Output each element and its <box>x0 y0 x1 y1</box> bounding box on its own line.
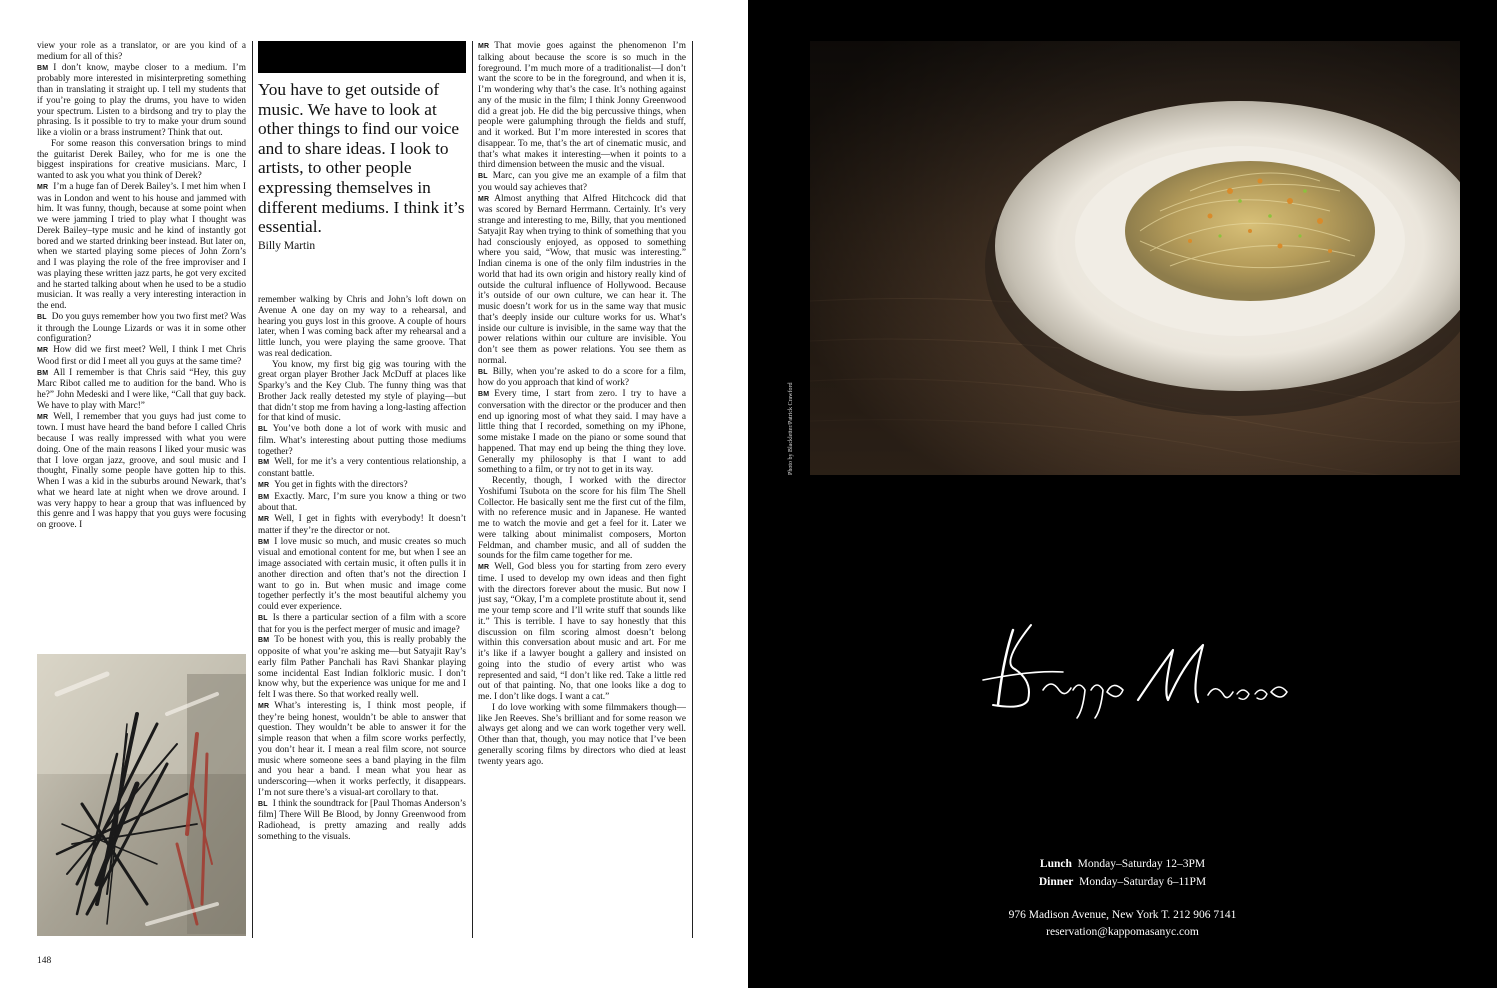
paragraph-text: All I remember is that Chris said “Hey, this guy Marc Ribot called me to audition for the band. Who is he?” John Medeski and I were like, “Call that guy back. We have to play with Marc!” <box>37 367 246 411</box>
hours-label: Dinner <box>1038 876 1074 888</box>
article-paragraph <box>258 635 466 701</box>
hours-value: Monday–Saturday 12–3PM <box>1077 858 1206 870</box>
speaker-initials: BM <box>37 369 49 377</box>
paragraph-text: Is there a particular section of a film with a score that for you is the perfect merger of music and image? <box>258 612 466 635</box>
column-rule <box>472 41 473 938</box>
paragraph-text: I love music so much, and music creates so much visual and emotional content for me, but when I see an image associated with certain music, it often pulls it in another direction and often that’s not the direction I want to go in. But when music and image come together perfectly it’s the most beautiful alchemy you could ever experience. <box>258 536 466 612</box>
article-paragraph <box>478 389 686 476</box>
speaker-initials: MR <box>478 564 490 571</box>
article-paragraph <box>478 171 686 194</box>
paragraph-text: That movie goes against the phenomenon I’m talking about because the score is so much in the foreground. I’m much more of a traditionalist—I don’t want the score to be in the foreground, and when it is, I’m wondering why that’s the case. It’s nothing against any of the music in the film; I think Jonny Greenwood did a great job. He did the big percussive things, when people were galumphing through the fields and stuff, and it worked. But I’m more interested in scores that disappear. To me, that’s the art of cinematic music, and that’s what makes it interesting—when it points to a third dimension between the music and the visual. <box>478 41 686 171</box>
photo-credit: Photo by Blackletter/Patrick Crawford <box>788 382 794 475</box>
article-paragraph <box>258 457 466 480</box>
article-paragraph <box>258 514 466 537</box>
column-rule <box>252 41 253 938</box>
column-rule <box>692 41 693 938</box>
paragraph-text: Marc, can you give me an example of a film that you would say achieves that? <box>478 171 686 193</box>
paragraph-text: You’ve both done a lot of work with music and film. What’s interesting about putting those mediums together? <box>258 424 466 457</box>
paragraph-text: Well, I remember that you guys had just come to town. I must have heard the band before I called Chris because I was really impressed with what you were doing. One of the main reasons I liked your music was that I love organ jazz, groove, and soul music and I thought, Finally some people have gotten hip to this. When I was a kid in the suburbs around Newark, that’s what we heard late at night when we drove around. I was very happy to hear a group that was influenced by this genre and I was happy that you guys were focusing on groove. I <box>37 411 246 530</box>
abstract-painting-image <box>37 654 246 936</box>
paragraph-text: Well, God bless you for starting from zero every time. I used to develop my own ideas and then fight with the directors forever about the music. But now I just say, “Okay, I’m a complete prostitute about it, send me your temp score and I’ll write stuff that sounds like it.” This is terrible. I have to say honestly that this discussion on film scoring almost doesn’t belong within this conversation about music and art. For me it’s like if a lawyer bought a gallery and insisted on going into the studio of every artist who was represented and said, “I don’t like red. Take a little red out of that painting. No, that one looks like a dog to me. I don’t like dogs. I want a cat.” <box>478 562 686 702</box>
article-paragraph <box>258 537 466 613</box>
paragraph-text: Well, I get in fights with everybody! It doesn’t matter if they’re the director or not. <box>258 514 466 536</box>
paragraph-text: Well, for me it’s a very contentious relationship, a constant battle. <box>258 457 466 479</box>
paragraph-text: Recently, though, I worked with the director Yoshifumi Tsubota on the score for his film The Shell Collector. He basically sent me the first cut of the film, with no reference music and in Japanese. He wanted me to watch the movie and get a feel for it. Later we were talking about minimalist composers, Morton Feldman, and chamber music, and all of sudden the sounds for the film came together for me. <box>478 476 686 562</box>
article-paragraph <box>258 701 466 799</box>
article-paragraph <box>478 41 686 171</box>
hours-label: Lunch <box>1039 858 1072 870</box>
speaker-initials: BL <box>37 313 47 321</box>
speaker-initials: BM <box>258 459 270 467</box>
article-column-3 <box>478 41 686 941</box>
article-paragraph <box>37 139 246 182</box>
speaker-initials: BM <box>37 64 49 72</box>
paragraph-text: I think the soundtrack for [Paul Thomas Anderson’s film] There Will Be Blood, by Jonny Greenwood from Radiohead, is pretty amazing and really adds something to the visuals. <box>258 798 466 842</box>
speaker-initials: MR <box>478 43 490 50</box>
pull-quote: You have to get outside of music. We have to look at other things to find our voice and to share ideas. I look to artists, to other people expressing themselves in different mediums. I think it’s essential. <box>258 80 465 237</box>
article-paragraph <box>258 295 466 360</box>
article-paragraph <box>478 194 686 367</box>
hours-value: Monday–Saturday 6–11PM <box>1079 876 1207 888</box>
article-paragraph <box>478 562 686 703</box>
paragraph-text: For some reason this conversation brings to mind the guitarist Derek Bailey, who for me is one the biggest inspirations for creative musicians. Marc, I wanted to ask you what you think of Derek? <box>37 138 246 181</box>
article-paragraph <box>478 367 686 390</box>
paragraph-text: You get in fights with the directors? <box>274 479 408 490</box>
article-paragraph <box>258 424 466 457</box>
speaker-initials: MR <box>258 516 270 523</box>
article-paragraph <box>258 613 466 636</box>
article-paragraph <box>258 360 466 425</box>
paragraph-text: Do you guys remember how you two first met? Was it through the Lounge Lizards or was it in some other configuration? <box>37 311 246 345</box>
pull-quote-author: Billy Martin <box>258 240 316 252</box>
speaker-initials: BM <box>258 538 270 546</box>
speaker-initials: MR <box>37 183 49 191</box>
paragraph-text: How did we first meet? Well, I think I met Chris Wood first or did I meet all you guys at the same time? <box>37 345 246 367</box>
lunch-hours <box>748 855 1497 873</box>
article-paragraph <box>37 412 246 531</box>
speaker-initials: BM <box>258 493 270 501</box>
reservation-email[interactable]: reservation@kappomasanyc.com <box>1046 926 1199 938</box>
article-paragraph <box>258 799 466 843</box>
speaker-initials: MR <box>478 195 490 203</box>
dinner-hours <box>748 873 1497 891</box>
article-paragraph <box>37 312 246 345</box>
speaker-initials: MR <box>258 702 270 710</box>
article-paragraph <box>37 63 246 139</box>
paragraph-text: Exactly. Marc, I’m sure you know a thing or two about that. <box>258 491 466 514</box>
paragraph-text: You know, my first big gig was touring with the great organ player Brother Jack McDuff at places like Sparky’s and the Key Club. The funny thing was that Brother Jack really detested my style of playing—but that didn’t stop me from having a long-lasting affection for that kind of music. <box>258 359 466 424</box>
page-number: 148 <box>37 956 52 966</box>
speaker-initials: BM <box>478 391 490 398</box>
paragraph-text: I do love working with some filmmakers though—like Jen Reeves. She’s brilliant and for some reason we always get along and we can work together very well. Other than that, though, you may notice that I’ve been generally scoring films by directors who died at least twenty years ago. <box>478 702 686 767</box>
speaker-initials: MR <box>37 347 49 354</box>
paragraph-text: What’s interesting is, I think most people, if they’re being honest, wouldn’t be able to answer that question. They wouldn’t be able to answer it for the simple reason that when a film score works perfectly, you don’t hear it. I mean a real film score, not source music where someone sees a band playing in the film and you hear a band. I mean what you hear as underscoring—when it works perfectly, it disappears. I’m not sure there’s a visual-art corollary to that. <box>258 700 466 798</box>
paragraph-text: Billy, when you’re asked to do a score for a film, how do you approach that kind of work? <box>478 366 686 389</box>
pasta-dish-photo <box>810 41 1460 475</box>
advertisement-page <box>748 0 1497 988</box>
speaker-initials: BL <box>258 426 268 433</box>
speaker-initials: BL <box>478 173 488 180</box>
article-paragraph <box>37 368 246 412</box>
speaker-initials: BL <box>478 368 488 376</box>
kappo-masa-logo <box>973 610 1313 720</box>
article-paragraph <box>258 480 466 492</box>
paragraph-text: I’m a huge fan of Derek Bailey’s. I met him when I was in London and went to his house and jammed with him. It was funny, though, because at some point when we were jamming I tried to play what I thought was Derek Bailey–type music and he kind of instantly got bored and we started drinking beer instead. But later on, when we started playing some pieces of John Zorn’s and I was playing the role of the free improviser and I was playing these written jazz parts, he got very excited and he started talking about when he used to be a studio musician. It was really a very interesting interaction in the end. <box>37 181 246 311</box>
paragraph-text: Every time, I start from zero. I try to have a conversation with the director or the producer and then end up ignoring most of what they said. I may have a little thing that I recorded, something on my iPhone, some mistake I made on the piano or some sound that happened. That may end up being the thing they love. Generally my philosophy is that I want to add something to a film, or try not to get in its way. <box>478 389 686 476</box>
speaker-initials: MR <box>258 481 270 489</box>
article-paragraph <box>37 182 246 312</box>
article-paragraph <box>478 476 686 562</box>
address: 976 Madison Avenue, New York T. 212 906 7141 <box>1008 909 1237 921</box>
speaker-initials: BL <box>258 614 268 622</box>
speaker-initials: BM <box>258 637 270 645</box>
paragraph-text: Almost anything that Alfred Hitchcock did that was scored by Bernard Herrmann. Certainly. It’s very strange and interesting to me, Billy, that you mentioned Satyajit Ray when trying to think of something that you had consciously enjoyed, as opposed to something where you said, “Wow, that music was interesting.” Indian cinema is one of the only film industries in the world that had its own origin and history really kind of outside the cultural influence of Hollywood. Because it’s outside of our own culture, we can hear it. The music doesn’t work for us in the same way that music that’s deeply inside our culture works for us. What’s inside our culture is invisible, in the same way that the power relations within our culture are invisible. You don’t see them as power relations. You see them as normal. <box>478 193 686 366</box>
article-column-2 <box>258 295 466 940</box>
article-paragraph <box>478 703 686 768</box>
article-column-1 <box>37 41 246 641</box>
pull-quote-bar <box>258 41 466 73</box>
article-paragraph <box>37 345 246 368</box>
paragraph-text: I don’t know, maybe closer to a medium. I’m probably more interested in misinterpreting something than in translating it straight up. I tell my students that if you’re going to play the drums, you have to widen your spectrum. Listen to a birdsong and try to play the phrasing. Is it possible to try to make your drum sound like a violin or a brass instrument? Think that out. <box>37 62 246 138</box>
paragraph-text: remember walking by Chris and John’s loft down on Avenue A one day on my way to a rehearsal, and hearing you guys lost in this groove. A couple of hours later, when I was coming back after my rehearsal and a little lunch, you were playing the same groove. That was real dedication. <box>258 295 466 359</box>
paragraph-text: view your role as a translator, or are you kind of a medium for all of this? <box>37 41 246 62</box>
left-page <box>0 0 748 988</box>
paragraph-text: To be honest with you, this is really probably the opposite of what you’re asking me—but Satyajit Ray’s early film Pather Panchali has Ravi Shankar playing some incidental East Indian folkloric music. I don’t know why, but the experience was unique for me and I felt I was there. So that worked really well. <box>258 635 466 700</box>
speaker-initials: MR <box>37 413 49 421</box>
article-paragraph <box>258 492 466 515</box>
speaker-initials: BL <box>258 800 268 808</box>
article-paragraph <box>37 41 246 63</box>
